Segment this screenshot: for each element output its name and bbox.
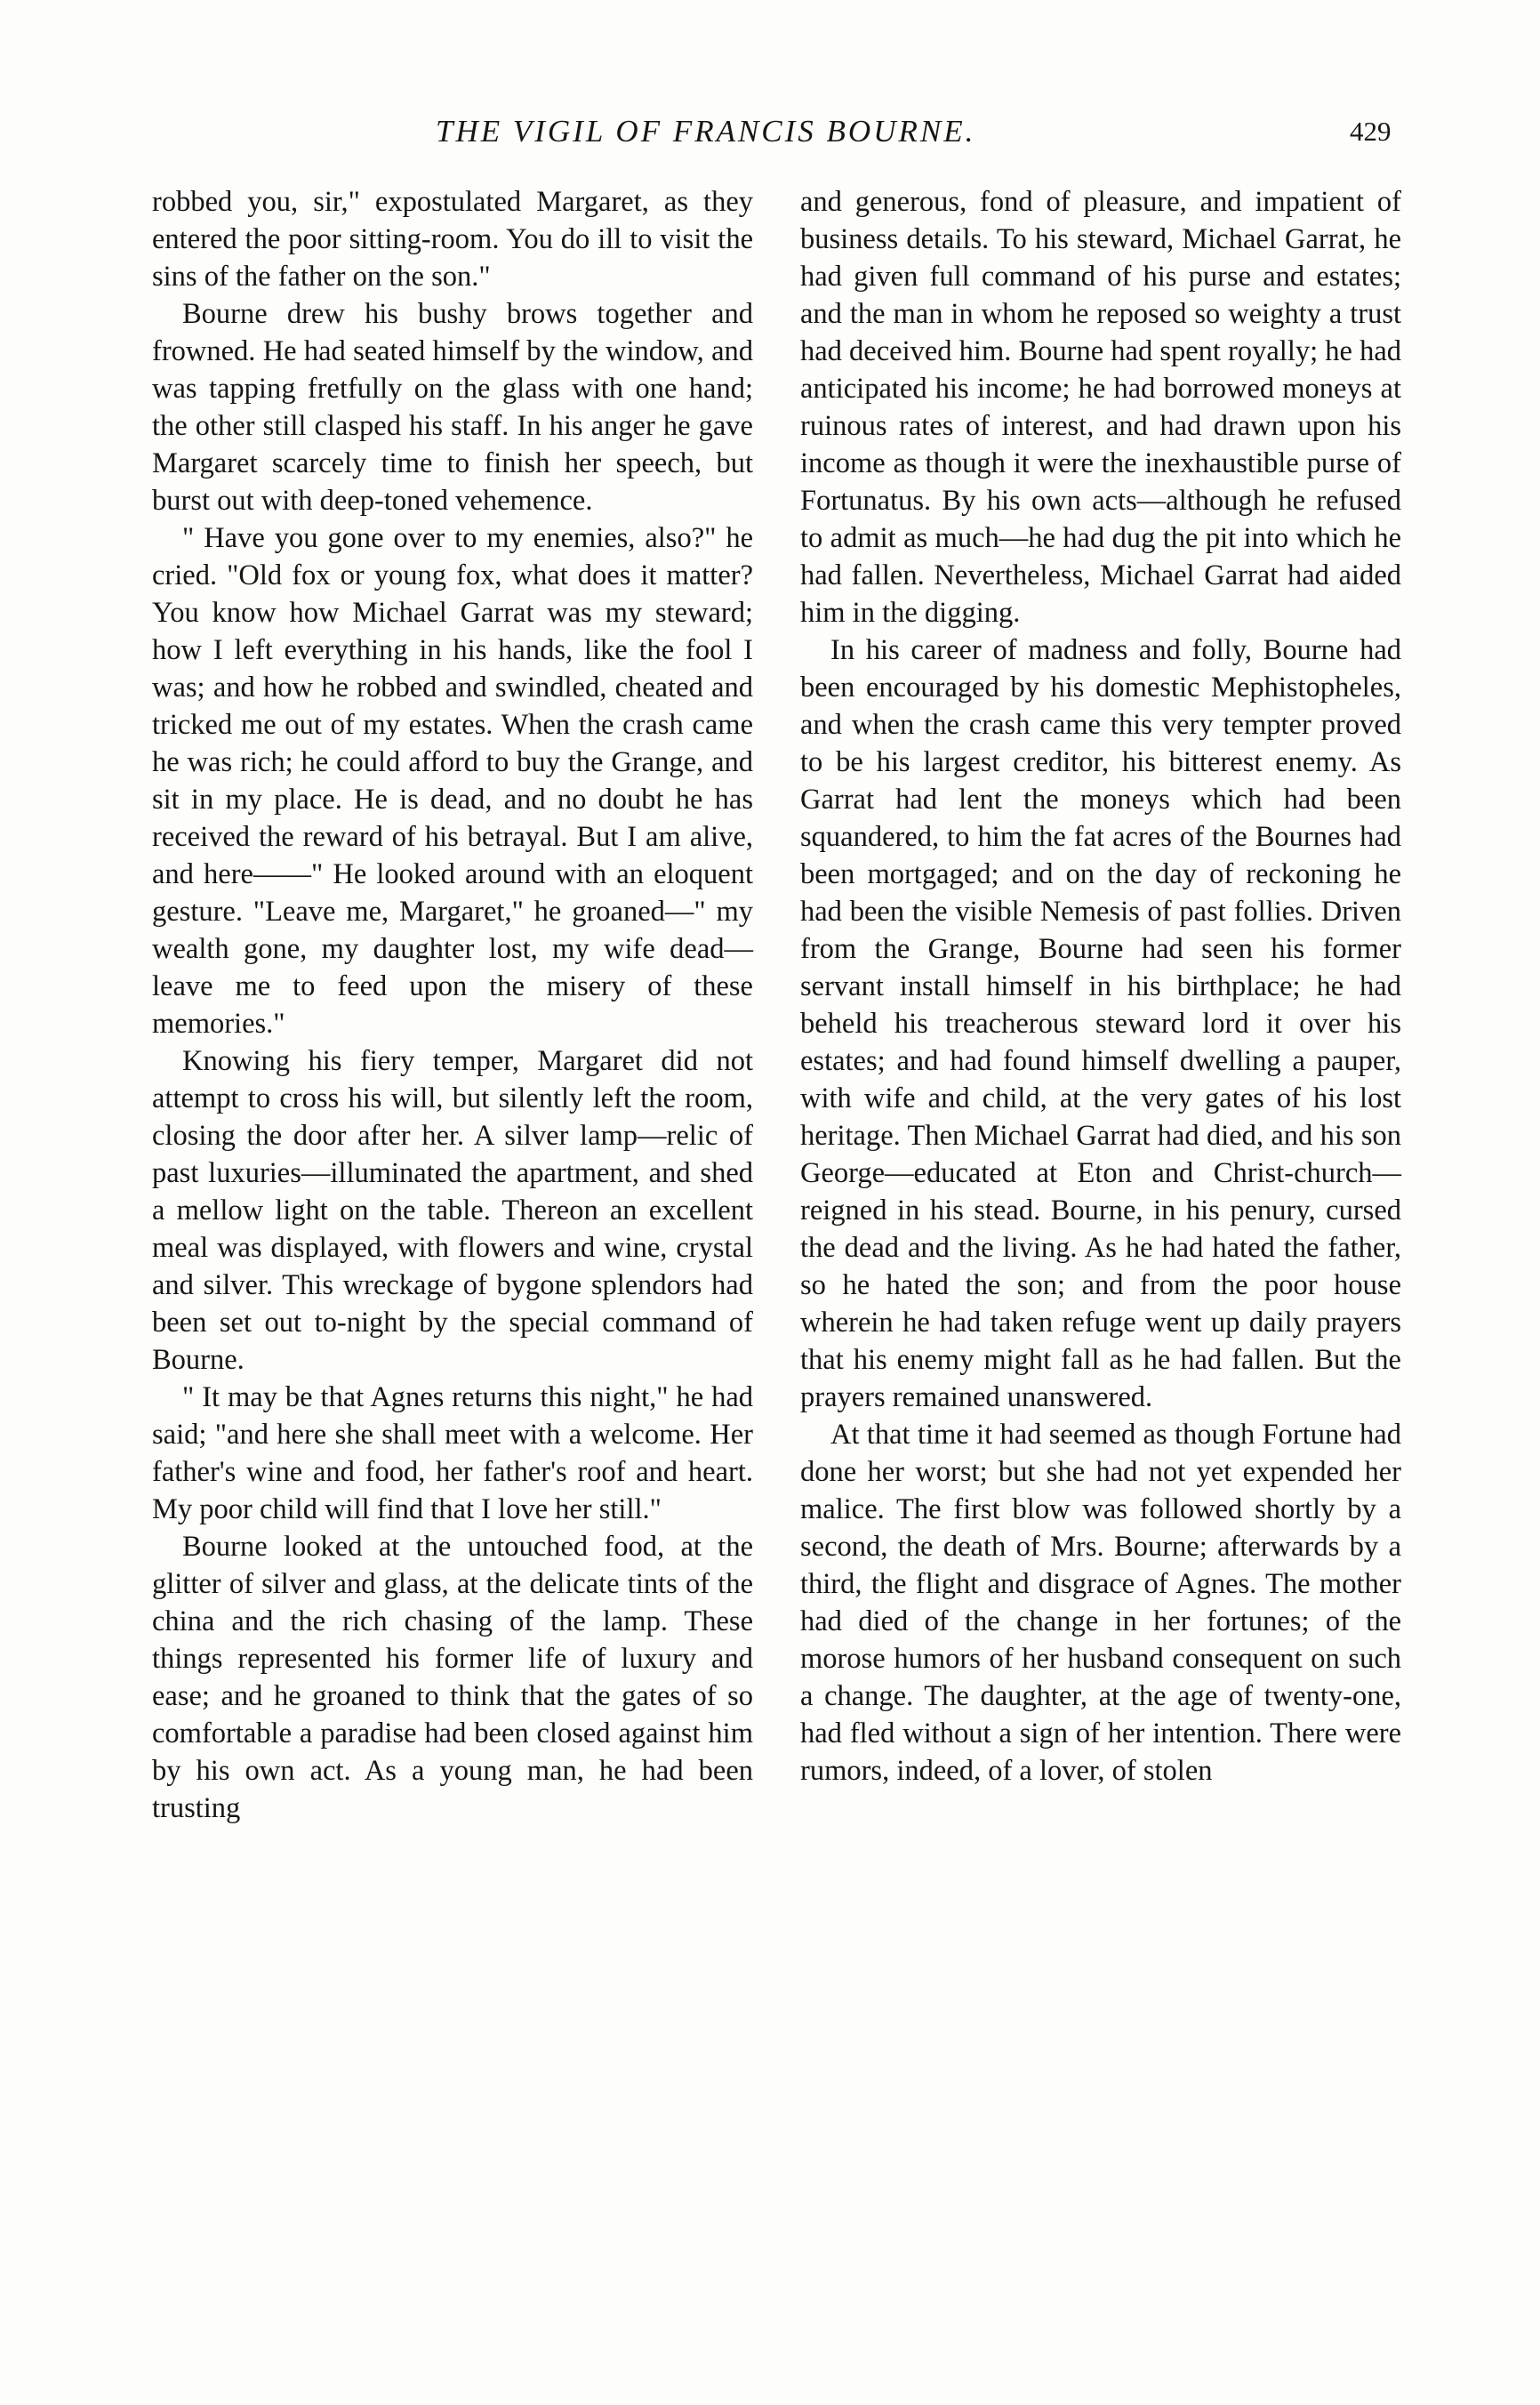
running-head [0,114,1540,158]
paragraph: Bourne drew his bushy brows together and frowned. He had seated himself by the window, and was tapping fretfully on the glass with one hand; the other still clasped his staff. In his anger he gave Margaret scarcely time to finish her speech, but burst out with deep-toned vehemence. [152,298,753,517]
paragraph: robbed you, sir," expostulated Margaret, as they entered the poor sitting-room. You do ill to visit the sins of the father on the son." [152,186,753,293]
paragraph: " Have you gone over to my enemies, also?" he cried. "Old fox or young fox, what does it matter? You know how Michael Garrat was my steward; how I left everything in his hands, like the fool I was; and how he robbed and swindled, cheated and tricked me out of my estates. When the crash came he was rich; he could afford to buy the Grange, and sit in my place. He is dead, and no doubt he has received the reward of his betrayal. But I am alive, and here——" He looked around with an eloquent gesture. "Leave me, Margaret," he groaned—" my wealth gone, my daughter lost, my wife dead—leave me to feed upon the misery of these memories." [152,522,753,1040]
paragraph: Knowing his fiery temper, Margaret did not attempt to cross his will, but silently left the room, closing the door after her. A silver lamp—relic of past luxuries—illuminated the apartment, and shed a mellow light on the table. Thereon an excellent meal was displayed, with flowers and wine, crystal and silver. This wreckage of bygone splendors had been set out to-night by the special command of Bourne. [152,1045,753,1376]
paragraph: In his career of madness and folly, Bourne had been encouraged by his domestic Mephistopheles, and when the crash came this very tempter proved to be his largest creditor, his bitterest enemy. As Garrat had lent the moneys which had been squandered, to him the fat acres of the Bournes had been mortgaged; and on the day of reckoning he had been the visible Nemesis of past follies. Driven from the Grange, Bourne had seen his former servant install himself in his birthplace; he had beheld his treacherous steward lord it over his estates; and had found himself dwelling a pauper, with wife and child, at the very gates of his lost heritage. Then Michael Garrat had died, and his son George—educated at Eton and Christ-church—reigned in his stead. Bourne, in his penury, cursed the dead and the living. As he had hated the father, so he hated the son; and from the poor house wherein he had taken refuge went up daily prayers that his enemy might fall as he had fallen. But the prayers remained unanswered. [800,634,1401,1413]
paragraph: Bourne looked at the untouched food, at the glitter of silver and glass, at the delicate tints of the china and the rich chasing of the lamp. These things represented his former life of luxury and ease; and he groaned to think that the gates of so comfortable a paradise had been closed against him by his own act. As a young man, he had been trusting [152,1531,753,1824]
left-column [152,183,753,1827]
paragraph: and generous, fond of pleasure, and impatient of business details. To his steward, Michael Garrat, he had given full command of his purse and estates; and the man in whom he reposed so weighty a trust had deceived him. Bourne had spent royally; he had anticipated his income; he had borrowed moneys at ruinous rates of interest, and had drawn upon his income as though it were the inexhaustible purse of Fortunatus. By his own acts—although he refused to admit as much—he had dug the pit into which he had fallen. Nevertheless, Michael Garrat had aided him in the digging. [800,186,1401,629]
page-number: 429 [1350,116,1392,147]
running-title: THE VIGIL OF FRANCIS BOURNE. [436,114,976,149]
paragraph: " It may be that Agnes returns this night," he had said; "and here she shall meet with a welcome. Her father's wine and food, her father's roof and heart. My poor child will find that I love her still." [152,1381,753,1525]
right-column [800,183,1401,1790]
paragraph: At that time it had seemed as though Fortune had done her worst; but she had not yet expended her malice. The first blow was followed shortly by a second, the death of Mrs. Bourne; afterwards by a third, the flight and disgrace of Agnes. The mother had died of the change in her fortunes; of the morose humors of her husband consequent on such a change. The daughter, at the age of twenty-one, had fled without a sign of her intention. There were rumors, indeed, of a lover, of stolen [800,1419,1401,1787]
